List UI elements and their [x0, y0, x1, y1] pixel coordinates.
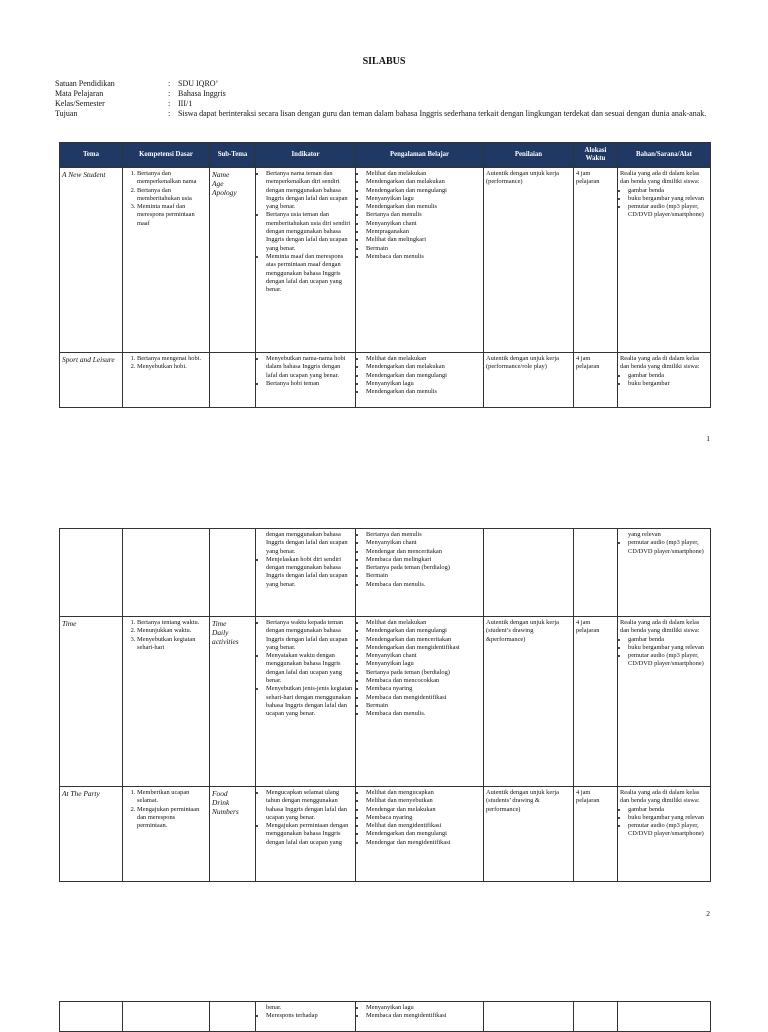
cell-pengalaman	[356, 787, 484, 882]
header-indikator: Indikator	[256, 143, 356, 168]
cell-tema	[60, 1002, 123, 1032]
list-item: 2. Mengajukan permintaan dan merespons permintaan.	[137, 806, 207, 831]
cell-bahan	[618, 529, 711, 617]
table-row	[60, 353, 711, 408]
list-item: • gambar benda	[628, 372, 708, 380]
syllabus-meta	[55, 79, 715, 119]
list-item: • Mendengarkan dan mengulangi	[366, 627, 481, 635]
list-item: • Bertanya pada teman (berdialog)	[366, 669, 481, 677]
list-item: • Mendengarkan dan mengulangi	[366, 372, 481, 380]
cell-tema: A New Student	[60, 168, 123, 353]
list-item: • Membaca nyaring	[366, 814, 481, 822]
bahan-intro: Realia yang ada di dalam kelas dan benda yang dimiliki siswa:	[620, 170, 700, 186]
list-item: 1. Bertanya tentang waktu.	[137, 619, 207, 627]
list-item: 2. Menunjukkan waktu.	[137, 627, 207, 635]
list-item: • Membaca dan melingkari	[366, 556, 481, 564]
cell-subtema	[210, 1002, 256, 1032]
meta-row: Mata Pelajaran : Bahasa Inggris	[55, 89, 715, 99]
list-item: • Mendengar dan menceritakan	[366, 548, 481, 556]
list-item: • Menyanyikan lagu	[366, 195, 481, 203]
header-subtema: Sub-Tema	[210, 143, 256, 168]
meta-value: SDU IQRO’	[178, 79, 219, 88]
bahan-intro: Realia yang ada di dalam kelas dan benda yang dimiliki siswa:	[620, 619, 700, 635]
cell-bahan	[618, 787, 711, 882]
cell-tema: Sport and Leisure	[60, 353, 123, 408]
list-item: • Menjelaskan hobi diri sendiri dengan menggunakan bahasa Inggris dengan lafal dan ucapan yang benar.	[266, 556, 353, 589]
cell-tema: Time	[60, 617, 123, 787]
cell-penilaian: Autentik dengan unjuk kerja (students’ drawing & performance)	[484, 787, 574, 882]
list-item: • Menyatakan waktu dengan menggunakan bahasa Inggris dengan lafal dan ucapan yang benar.	[266, 652, 353, 685]
cell-alokasi: 4 jam pelajaran	[574, 168, 618, 353]
cell-subtema	[210, 353, 256, 408]
cell-pengalaman	[356, 529, 484, 617]
list-item: • Mengajukan permintaan dengan menggunakan bahasa Inggris dengan lafal dan ucapan yang	[266, 822, 353, 847]
cell-pengalaman	[356, 1002, 484, 1032]
list-item: • Bertanya nama teman dan memperkenalkan diri sendiri dengan menggunakan bahasa Inggris dengan lafal dan ucapan yang benar.	[266, 170, 353, 211]
list-item: • Mendengarkan dan mengulangi	[366, 187, 481, 195]
list-item: • pemutar audio (mp3 player, CD/DVD player/smartphone)	[628, 203, 708, 220]
cell-indikator	[256, 529, 356, 617]
list-item: • Melihat dan melingkari	[366, 236, 481, 244]
list-item: 1. Bertanya dan memperkenalkan nama	[137, 170, 207, 187]
list-item: • Mendengar dan melakukan	[366, 806, 481, 814]
cell-alokasi	[574, 1002, 618, 1032]
list-item: • Menyebutkan jenis-jenis kegiatan sehari-hari dengan menggunakan bahasa Inggris dengan lafal dan ucapan yang benar.	[266, 685, 353, 718]
table-row	[60, 529, 711, 617]
header-pengalaman: Pengalaman Belajar	[356, 143, 484, 168]
list-item: 2. Bertanya dan memberitahukan usia	[137, 187, 207, 204]
list-item: • Meminta maaf dan merespons atas permintaan maaf dengan menggunakan bahasa Inggris dengan lafal dan ucapan yang benar.	[266, 253, 353, 294]
syllabus-table	[59, 1001, 711, 1032]
cell-kd	[123, 353, 210, 408]
list-item: • Melihat dan mengucapkan	[366, 789, 481, 797]
list-item: • Membaca dan mengidentifikasi	[366, 694, 481, 702]
list-item: • Mendengarkan dan menceritakan	[366, 636, 481, 644]
meta-value: Bahasa Inggris	[178, 89, 226, 98]
page-number: 1	[706, 434, 710, 443]
cell-penilaian: Autentik dengan unjuk kerja (performance/role play)	[484, 353, 574, 408]
meta-value: Siswa dapat berinteraksi secara lisan dengan guru dan teman dalam bahasa Inggris sederhana terkait dengan lingkungan terdekat dan sesuai dengan dunia anak-anak.	[178, 109, 707, 118]
cell-indikator	[256, 1002, 356, 1032]
page-2	[0, 470, 768, 930]
bahan-intro: Realia yang ada di dalam kelas dan benda yang dimiliki siswa:	[620, 789, 700, 805]
header-bahan: Bahan/Sarana/Alat	[618, 143, 711, 168]
list-item: • Menyanyikan chant	[366, 652, 481, 660]
list-item: • Menyanyikan lagu	[366, 660, 481, 668]
syllabus-table	[59, 142, 711, 408]
cell-penilaian: Autentik dengan unjuk kerja (student’s drawing &performance)	[484, 617, 574, 787]
list-item: • Bertanya pada teman (berdialog)	[366, 564, 481, 572]
meta-key: Mata Pelajaran	[55, 89, 104, 98]
meta-row: Kelas/Semester : III/1	[55, 99, 715, 109]
list-item: • Mendengar dan mengidentifikasi	[366, 839, 481, 847]
table-row	[60, 787, 711, 882]
list-item: • pemutar audio (mp3 player, CD/DVD player/smartphone)	[628, 652, 708, 669]
list-item: 2. Menyebutkan hobi.	[137, 363, 207, 371]
cell-pengalaman	[356, 353, 484, 408]
cell-kd	[123, 1002, 210, 1032]
page-number: 2	[706, 909, 710, 918]
header-alokasi: Alokasi Waktu	[574, 143, 618, 168]
list-item: • buku bergambar yang relevan	[628, 195, 708, 203]
list-item: • gambar benda	[628, 187, 708, 195]
list-item: 3. Meminta maaf dan merespons permintaan maaf	[137, 203, 207, 228]
list-item: • gambar benda	[628, 636, 708, 644]
list-item: • Membaca dan menulis.	[366, 581, 481, 589]
cell-indikator	[256, 168, 356, 353]
list-item: • Bermain	[366, 702, 481, 710]
list-item: • Bertanya hobi teman	[266, 380, 353, 388]
cell-penilaian: Autentik dengan unjuk kerja (performance)	[484, 168, 574, 353]
bahan-continued: yang relevan	[628, 531, 661, 538]
list-item: • Mendengarkan dan menulis	[366, 203, 481, 211]
list-item: • Mendengarkan dan mengulangi	[366, 830, 481, 838]
meta-key: Satuan Pendidikan	[55, 79, 115, 88]
list-item: • Bermain	[366, 245, 481, 253]
table-row	[60, 617, 711, 787]
list-item: • Mendengarkan dan melakukan	[366, 363, 481, 371]
list-item: 3. Menyebutkan kegiatan sehari-hari	[137, 636, 207, 653]
table-header-row	[60, 143, 711, 168]
list-item: • Merespons terhadap	[266, 1012, 353, 1020]
page-title: SILABUS	[362, 56, 406, 67]
cell-alokasi: 4 jam pelajaran	[574, 353, 618, 408]
cell-subtema	[210, 529, 256, 617]
header-kompetensi: Kompetensi Dasar	[123, 143, 210, 168]
list-item: • Melihat dan mengidentifikasi	[366, 822, 481, 830]
list-item: • Menyanyikan lagu	[366, 380, 481, 388]
cell-pengalaman	[356, 617, 484, 787]
cell-kd	[123, 787, 210, 882]
cell-pengalaman	[356, 168, 484, 353]
page-1	[0, 0, 768, 470]
list-item: • Mendengarkan dan melakukan	[366, 178, 481, 186]
syllabus-table	[59, 528, 711, 882]
list-item: • Mendengarkan dan menulis	[366, 388, 481, 396]
bahan-item: • pemutar audio (mp3 player, CD/DVD player/smartphone)	[628, 539, 708, 556]
list-item: • Menyebutkan nama-nama hobi dalam bahasa Inggris dengan lafal dan ucapan yang benar.	[266, 355, 353, 380]
cell-subtema: Name Age Apology	[210, 168, 256, 353]
list-item: • Melihat dan melakukan	[366, 619, 481, 627]
list-item: • Membaca nyaring	[366, 685, 481, 693]
cell-alokasi	[574, 529, 618, 617]
table-row	[60, 1002, 711, 1032]
list-item: • Menyanyikan chant	[366, 220, 481, 228]
page-3	[0, 930, 768, 1024]
cell-bahan	[618, 1002, 711, 1032]
list-item: • Melihat dan melakukan	[366, 170, 481, 178]
list-item: • buku bergambar yang relevan	[628, 644, 708, 652]
cell-alokasi: 4 jam pelajaran	[574, 787, 618, 882]
cell-kd	[123, 529, 210, 617]
list-item: • buku bergambar	[628, 380, 708, 388]
cell-tema: At The Party	[60, 787, 123, 882]
list-item: • Menyanyikan lagu	[366, 1004, 481, 1012]
list-item: • gambar benda	[628, 806, 708, 814]
cell-subtema: Food Drink Numbers	[210, 787, 256, 882]
list-item: • Membaca dan menulis.	[366, 710, 481, 718]
cell-penilaian	[484, 1002, 574, 1032]
table-row	[60, 168, 711, 353]
cell-subtema: Time Daily activities	[210, 617, 256, 787]
indikator-continued: benar.	[266, 1004, 282, 1011]
list-item: • Bertanya dan menulis	[366, 531, 481, 539]
list-item: • pemutar audio (mp3 player, CD/DVD player/smartphone)	[628, 822, 708, 839]
cell-kd	[123, 617, 210, 787]
cell-indikator	[256, 353, 356, 408]
list-item: • Membaca dan menulis	[366, 253, 481, 261]
list-item: • Bertanya waktu kepada teman dengan menggunakan bahasa Inggris dengan lafal dan ucapan yang benar.	[266, 619, 353, 652]
list-item: • Membaca dan mengidentifikasi	[366, 1012, 481, 1020]
cell-penilaian	[484, 529, 574, 617]
bahan-intro: Realia yang ada di dalam kelas dan benda yang dimiliki siswa:	[620, 355, 700, 371]
cell-alokasi: 4 jam pelajaran	[574, 617, 618, 787]
list-item: • Bertanya usia teman dan memberitahukan usia diri sendiri dengan menggunakan bahasa Inggris dengan lafal dan ucapan yang benar.	[266, 211, 353, 252]
list-item: • Melihat dan melakukan	[366, 355, 481, 363]
list-item: 1. Memberikan ucapan selamat.	[137, 789, 207, 806]
meta-value: III/1	[178, 99, 193, 108]
indikator-continued: dengan menggunakan bahasa Inggris dengan lafal dan ucapan yang benar.	[266, 531, 348, 555]
list-item: • buku bergambar yang relevan	[628, 814, 708, 822]
list-item: • Bermain	[366, 572, 481, 580]
list-item: • Mengucapkan selamat ulang tahun dengan menggunakan bahasa Inggris dengan lafal dan ucapan yang benar.	[266, 789, 353, 822]
cell-bahan	[618, 353, 711, 408]
meta-key: Kelas/Semester	[55, 99, 105, 108]
cell-indikator	[256, 617, 356, 787]
meta-row: Satuan Pendidikan : SDU IQRO’	[55, 79, 715, 89]
cell-bahan	[618, 617, 711, 787]
list-item: • Bertanya dan menulis	[366, 211, 481, 219]
list-item: • Melihat dan menyebutkan	[366, 797, 481, 805]
meta-key: Tujuan	[55, 109, 78, 118]
meta-row: Tujuan : Siswa dapat berinteraksi secara lisan dengan guru dan teman dalam bahasa Inggris sederhana terkait dengan lingkungan terdekat dan sesuai dengan dunia anak-anak.	[55, 109, 715, 119]
header-tema: Tema	[60, 143, 123, 168]
header-penilaian: Penilaian	[484, 143, 574, 168]
cell-tema	[60, 529, 123, 617]
cell-bahan	[618, 168, 711, 353]
list-item: • Mempraganakan	[366, 228, 481, 236]
cell-indikator	[256, 787, 356, 882]
list-item: • Membaca dan mencocokkan	[366, 677, 481, 685]
cell-kd	[123, 168, 210, 353]
list-item: • Menyanyikan chant	[366, 539, 481, 547]
list-item: 1. Bertanya mengenai hobi.	[137, 355, 207, 363]
list-item: • Mendengarkan dan mengidentifikasi	[366, 644, 481, 652]
